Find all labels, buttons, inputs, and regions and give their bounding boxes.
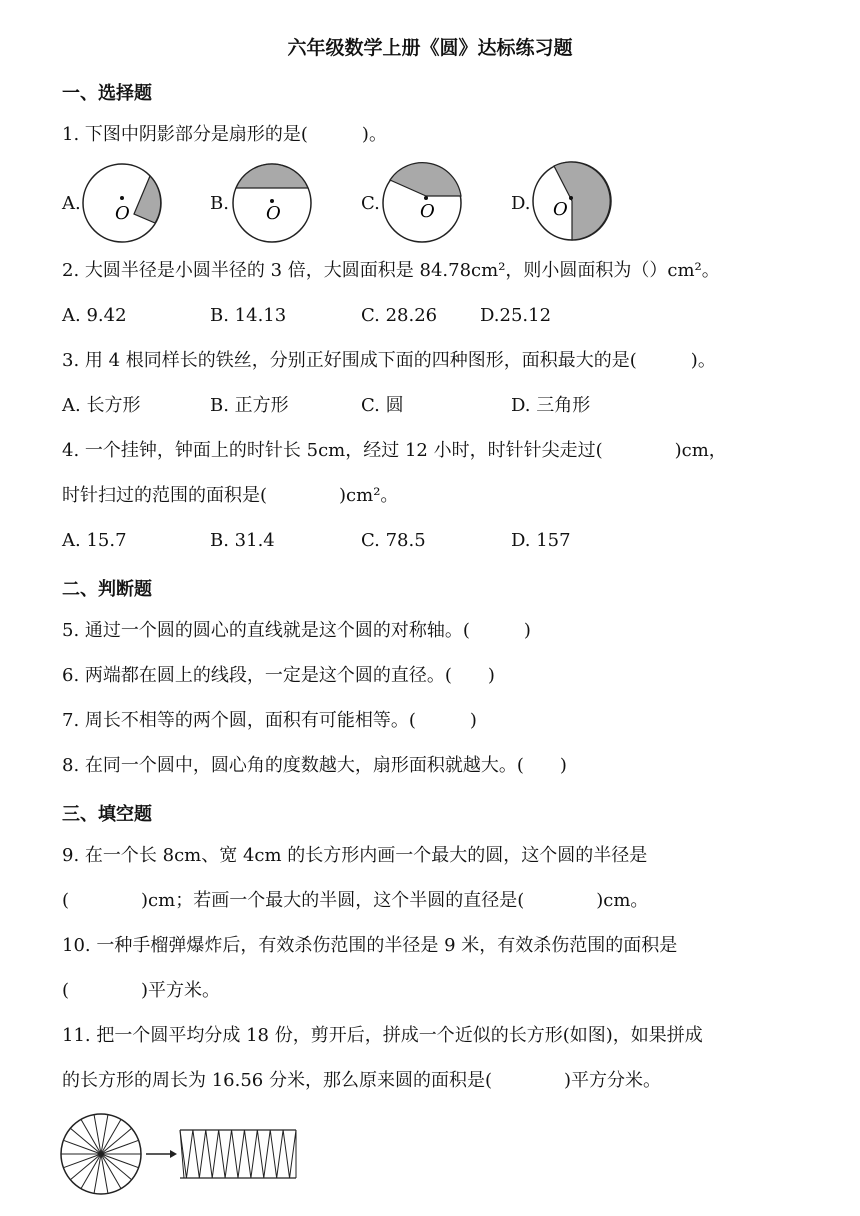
q11-rectangle-edges <box>180 1130 296 1178</box>
question-2: 2. 大圆半径是小圆半径的 3 倍，大圆面积是 84.78cm²，则小圆面积为（）cm²。 <box>62 260 720 281</box>
q4-option-b: B. 31.4 <box>210 530 275 551</box>
question-9-line-2: ( )cm；若画一个最大的半圆，这个半圆的直径是( )cm。 <box>62 890 649 911</box>
q11-arrow <box>146 1150 177 1158</box>
q1-center-label-a: O <box>115 203 130 224</box>
page-title: 六年级数学上册《圆》达标练习题 <box>287 37 573 59</box>
q4-option-c: C. 78.5 <box>361 530 426 551</box>
q1-label-c: C. <box>361 193 380 214</box>
q1-center-label-b: O <box>266 203 281 224</box>
q11-divided-circle <box>61 1114 141 1194</box>
q4-option-a: A. 15.7 <box>62 530 127 551</box>
question-8: 8. 在同一个圆中，圆心角的度数越大，扇形面积就越大。( ) <box>62 755 567 776</box>
q2-option-a: A. 9.42 <box>62 305 127 326</box>
q11-approx-rectangle <box>180 1130 296 1178</box>
question-4-line-1: 4. 一个挂钟，钟面上的时针长 5cm，经过 12 小时，时针针尖走过( )cm， <box>62 440 727 461</box>
question-7: 7. 周长不相等的两个圆，面积有可能相等。( ) <box>62 710 477 731</box>
q2-option-b: B. 14.13 <box>210 305 287 326</box>
q3-option-a: A. 长方形 <box>62 395 141 416</box>
q1-center-label-d: O <box>553 199 568 220</box>
question-11-line-1: 11. 把一个圆平均分成 18 份，剪开后，拼成一个近似的长方形(如图)，如果拼成 <box>62 1025 703 1046</box>
q11-figure <box>58 1112 358 1212</box>
q1-center-label-c: O <box>420 201 435 222</box>
question-9-line-1: 9. 在一个长 8cm、宽 4cm 的长方形内画一个最大的圆，这个圆的半径是 <box>62 845 648 866</box>
section-heading-choice: 一、选择题 <box>62 83 152 104</box>
q3-option-d: D. 三角形 <box>511 395 591 416</box>
q1-label-a: A. <box>62 193 81 214</box>
q3-option-c: C. 圆 <box>361 395 404 416</box>
question-11-line-2: 的长方形的周长为 16.56 分米，那么原来圆的面积是( )平方分米。 <box>62 1070 662 1091</box>
q4-option-d: D. 157 <box>511 530 571 551</box>
q3-option-b: B. 正方形 <box>210 395 289 416</box>
q11-zigzag-strips <box>180 1130 296 1178</box>
q1-figure-d <box>533 162 611 240</box>
question-1: 1. 下图中阴影部分是扇形的是( )。 <box>62 124 387 145</box>
q1-label-b: B. <box>210 193 229 214</box>
q2-option-d: D.25.12 <box>480 305 552 326</box>
question-10-line-1: 10. 一种手榴弹爆炸后，有效杀伤范围的半径是 9 米，有效杀伤范围的面积是 <box>62 935 678 956</box>
q1-figures <box>0 155 860 255</box>
question-4-line-2: 时针扫过的范围的面积是( )cm²。 <box>62 485 399 506</box>
question-10-line-2: ( )平方米。 <box>62 980 221 1001</box>
q1-label-d: D. <box>511 193 531 214</box>
q2-option-c: C. 28.26 <box>361 305 438 326</box>
question-6: 6. 两端都在圆上的线段，一定是这个圆的直径。( ) <box>62 665 495 686</box>
question-5: 5. 通过一个圆的圆心的直线就是这个圆的对称轴。( ) <box>62 620 531 641</box>
section-heading-judgment: 二、判断题 <box>62 579 152 600</box>
question-3: 3. 用 4 根同样长的铁丝，分别正好围成下面的四种图形，面积最大的是( )。 <box>62 350 716 371</box>
section-heading-fill-in: 三、填空题 <box>62 804 152 825</box>
